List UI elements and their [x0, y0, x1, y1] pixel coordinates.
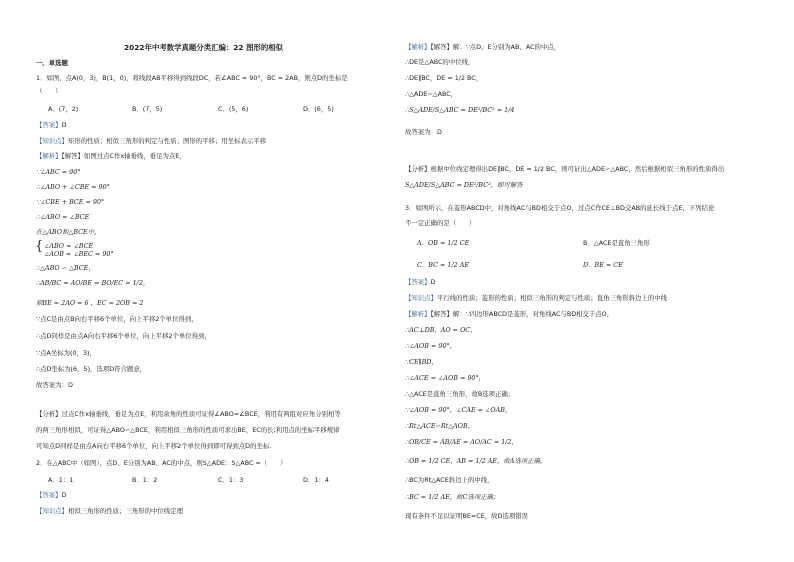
q1-answer: 【答案】D	[36, 121, 67, 129]
right-column	[405, 0, 790, 562]
q2-line: ∴DE是△ABC的中位线，	[405, 58, 475, 66]
q1-system-line: ∠AOB = ∠BEC = 90°	[44, 250, 114, 258]
q3-stem: 3．如图所示，在菱形ABCD中，对角线AC与BD相交于点O，过点C作CE⊥BD交AB的延长线于点E，下列结论	[405, 204, 715, 212]
q1-stem-paren: （ ）	[36, 87, 62, 95]
q1-line: ∵∠CBE + BCE = 90°	[36, 198, 105, 206]
q1-ratio-line: ∴AB/BC = AO/BE = BO/EC = 1/2，	[36, 279, 150, 287]
q3-option-c: C．BC = 1/2 AE	[417, 261, 469, 269]
q2-stem: 2．在△ABC中（如图），点D、E分别为AB、AC的中点，则S△ADE：S△ABC =（ ）	[36, 459, 287, 467]
q3-answer: 【答案】D	[405, 278, 436, 286]
q1-system-line: ∠ABO = ∠BCE	[44, 242, 94, 250]
q1-line: ∴△ABO ∽ △BCE，	[36, 264, 95, 272]
q3-line: 现有条件不足以证明BE=CE，故D选项错误	[405, 512, 529, 520]
q3-line: ∴BC = 1/2 AE，故C选项正确；	[405, 493, 500, 501]
q1-line: ∵∠ABC = 90°	[36, 168, 81, 176]
q2-option-a: A．1：1	[48, 476, 74, 484]
q2-analysis: S△ADE/S△ABC = DE²/BC²，即可解答	[405, 181, 523, 189]
q3-line: ∴AC⊥DB，AO = OC，	[405, 326, 477, 334]
q2-option-b: B．1：2	[132, 476, 158, 484]
q3-line: ∴∠ACE = ∠AOB = 90°，	[405, 374, 486, 382]
q3-option-a: A．OB = 1/2 CE	[417, 239, 470, 247]
q3-line: ∴Rt△ACE∽Rt△AOB，	[405, 422, 475, 430]
q1-line: 则BE = 2AO = 6 ，EC = 2OB = 2	[36, 299, 144, 307]
q1-line: 在△ABO和△BCE中，	[36, 228, 101, 236]
q1-analysis: 【分析】过点C作x轴垂线，垂足为点E，利用余角的性质可证得∠ABO=∠BCE，利用有两组对应角分别相等	[36, 410, 341, 418]
q1-option-a: A．(7，2)	[48, 105, 79, 113]
q2-knowledge-point: 【知识点】相似三角形的性质；三角形的中位线定理	[36, 507, 183, 515]
q3-knowledge-point: 【知识点】平行线的性质；菱形的性质；相似三角形的判定与性质；直角三角形斜边上的中线	[405, 294, 668, 302]
q2-line: ∴△ADE∽△ABC，	[405, 90, 458, 98]
q3-line: ∴∠AOB = 90°，	[405, 342, 457, 350]
q3-line: ∵CE∥BD，	[405, 358, 438, 366]
q2-line: 故答案为：D	[405, 128, 442, 136]
q1-line: ∵点C是由点B向右平移6个单位，向上平移2个单位得到，	[36, 315, 198, 323]
q3-option-d: D．BE = CE	[583, 261, 623, 269]
q1-line: ∴∠ABO + ∠CBE = 90°	[36, 183, 110, 191]
q3-line: ∴BC为Rt△ACE斜边上的中线，	[405, 476, 494, 484]
q1-line: 故答案为：D	[36, 381, 73, 389]
q1-line: ∴∠ABO = ∠BCE	[36, 213, 90, 221]
q3-line: ∴OB = 1/2 CE，AB = 1/2 AE，故A选项正确，	[405, 457, 547, 465]
q2-option-d: D．1：4	[303, 476, 329, 484]
q1-knowledge-point: 【知识点】矩形的性质；相似三角形的判定与性质；图形的平移；用坐标表示平移	[36, 137, 267, 145]
q3-line: ∵∠AOB = 90°，∠CAE = ∠OAB，	[405, 406, 512, 414]
q1-line: ∴点D坐标为(6，5)，选项D符合题意，	[36, 365, 147, 373]
q3-ratio-line: ∴OB/CE = AB/AE = AO/AC = 1/2，	[405, 438, 518, 446]
q3-stem-2: 不一定正确的是（ ）	[405, 219, 476, 227]
system-brace: {	[35, 239, 44, 254]
q1-line: ∴点D同样是由点A向右平移6个单位，向上平移2个单位得到，	[36, 332, 211, 340]
q1-option-c: C．(5，6)	[218, 105, 249, 113]
q2-analysis: 【分析】根据中位线定理得出DE∥BC，DE = 1/2 BC，则可证出△ADE∽△ABC，然后根据相似三角形的性质得出	[405, 165, 725, 173]
q2-ratio-line: ∴S△ADE/S△ABC = DE²/BC² = 1/4	[405, 106, 515, 114]
q2-analysis-head: 【解析】【解答】解：∵点D、E分别为AB、AC的中点，	[405, 43, 561, 51]
q3-analysis-head: 【解析】【解答】解：∵四边形ABCD是菱形，对角线AC与BD相交于点O，	[405, 310, 614, 318]
q1-analysis: 的两三角形相似，可证得△ABO∽△BCE，利用相似三角形的性质可求出BE，EC的长;利用点的坐标平移规律	[36, 426, 340, 434]
q1-option-b: B．(7，5)	[132, 105, 163, 113]
q1-analysis-head: 【解析】【解答】如图过点C作x轴垂线，垂足为点E，	[36, 152, 186, 160]
q1-analysis: 可知点D同样是由点A向右平移6个单位，向上平移2个单位得到即可得到点D的坐标.	[36, 442, 272, 450]
q1-line: ∵点A坐标为(0，3)，	[36, 349, 96, 357]
q2-answer: 【答案】D	[36, 491, 67, 499]
q2-option-c: C．1：3	[218, 476, 244, 484]
page-title: 2022年中考数学真题分类汇编：22 图形的相似	[124, 43, 284, 52]
q2-line: ∴DE∥BC，DE = 1/2 BC，	[405, 74, 483, 82]
q1-stem: 1．如图，点A(0，3)，B(1，0)，将线段AB平移得到线段DC，若∠ABC = 90°，BC = 2AB，则点D的坐标是	[36, 74, 348, 82]
q1-option-d: D．(6，5)	[303, 105, 334, 113]
q3-option-b: B．△ACE是直角三角形	[583, 239, 650, 247]
left-column	[0, 0, 385, 562]
section-heading: 一、单选题	[36, 59, 68, 67]
q3-line: ∴△ACE是直角三角形，故B选项正确；	[405, 390, 515, 398]
